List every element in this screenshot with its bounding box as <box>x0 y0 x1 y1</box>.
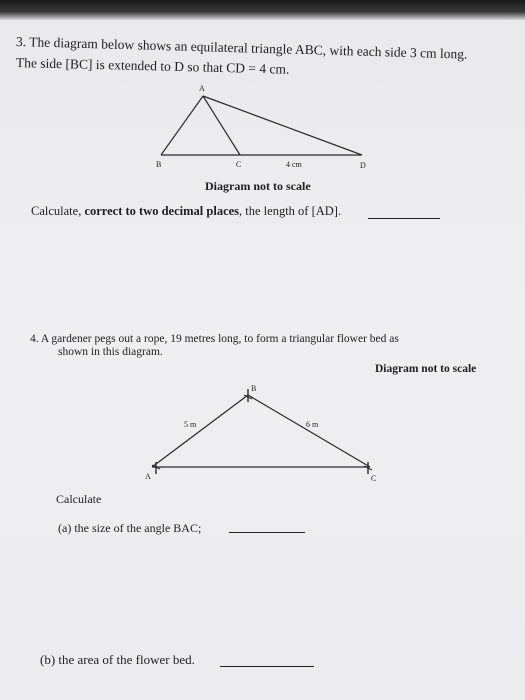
q3-prompt-bold: correct to two decimal places <box>84 204 240 218</box>
q4-line1: 4. A gardener pegs out a rope, 19 metres long, to form a triangular flower bed as <box>30 333 399 345</box>
q3-line1-text: The diagram below shows an equilateral triangle ABC, with each side 3 cm long. <box>29 34 468 62</box>
q3-label-a: A <box>199 84 205 93</box>
q3-label-d: D <box>360 161 366 170</box>
q4-calculate: Calculate <box>56 492 102 506</box>
q3-label-cd: 4 cm <box>286 160 302 169</box>
q4-part-a-answer-line[interactable] <box>229 532 305 533</box>
q4-label-c: C <box>371 474 377 483</box>
q3-caption: Diagram not to scale <box>205 179 311 193</box>
q3-label-c: C <box>236 160 242 169</box>
q4-line2: shown in this diagram. <box>58 346 163 358</box>
q3-line2: The side [BC] is extended to D so that CD = 4 cm. <box>15 55 290 77</box>
q4-label-ab: 5 m <box>184 420 197 429</box>
q4-caption: Diagram not to scale <box>375 363 477 375</box>
q4-part-b: (b) the area of the flower bed. <box>40 652 195 667</box>
q3-number: 3. <box>15 34 27 50</box>
q4-label-bc: 6 m <box>306 420 319 429</box>
q3-prompt-plain: Calculate, <box>31 204 85 218</box>
q4-part-a: (a) the size of the angle BAC; <box>58 521 202 535</box>
q3-label-b: B <box>156 160 162 169</box>
q4-label-b: B <box>251 384 257 393</box>
q4-part-b-answer-line[interactable] <box>220 666 314 667</box>
q3-prompt-rest: , the length of [AD]. <box>239 204 342 218</box>
q4-label-a: A <box>145 472 151 481</box>
